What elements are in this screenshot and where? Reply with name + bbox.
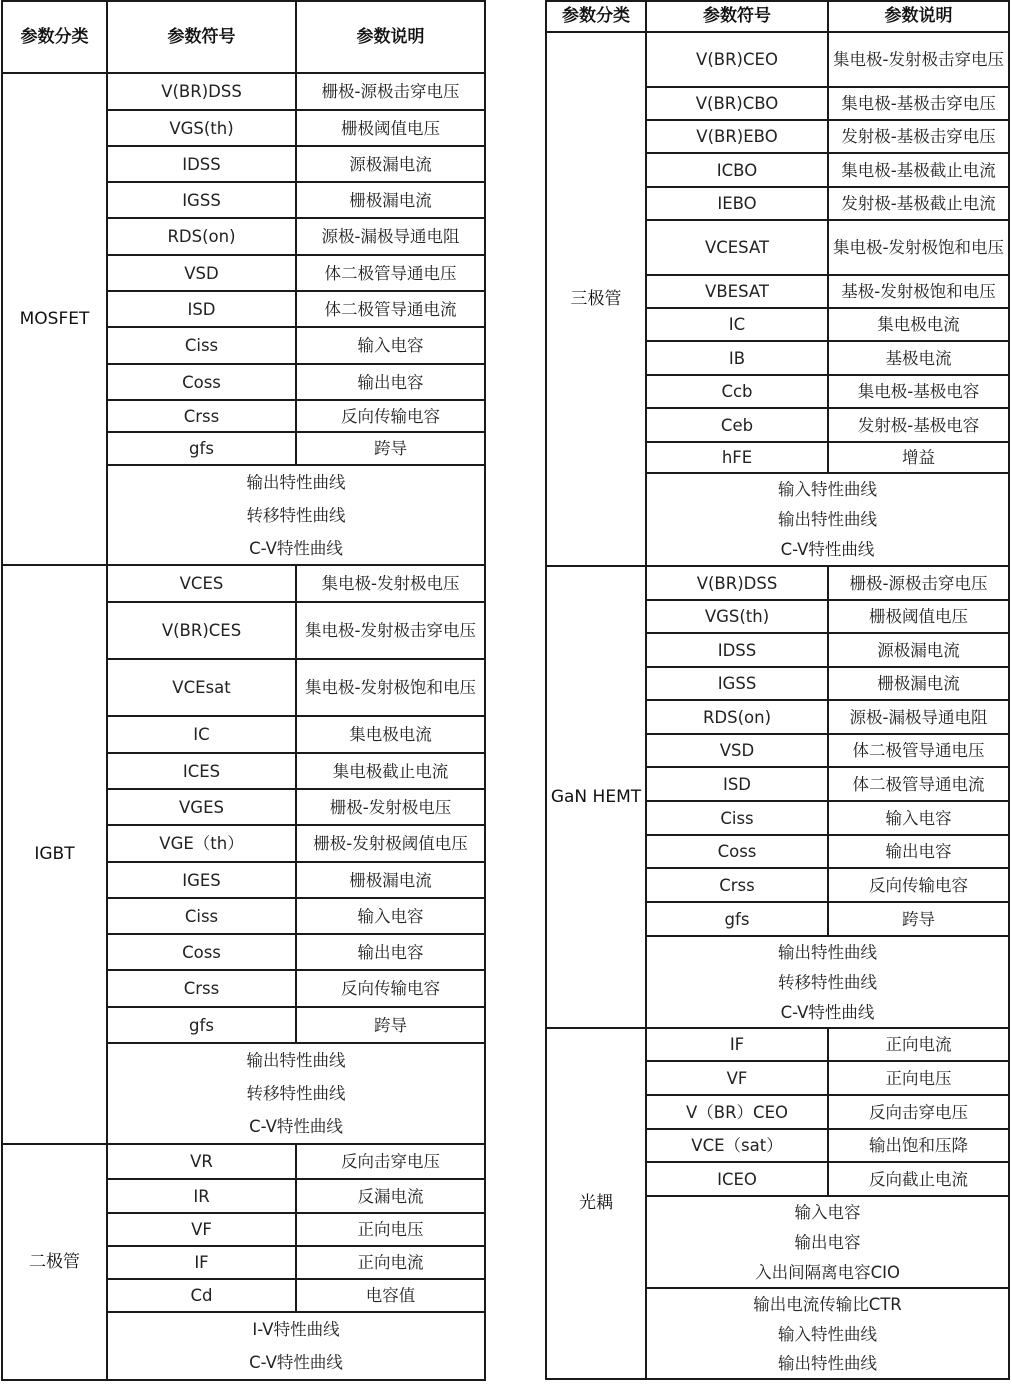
- symbol-cell: Crss: [107, 400, 296, 432]
- symbol-cell: IC: [646, 308, 828, 341]
- characteristic-curves-cell: [646, 1288, 1009, 1379]
- symbol-cell: VCES: [107, 565, 296, 602]
- symbol-cell: Ciss: [107, 327, 296, 364]
- description-cell: 栅极阈值电压: [296, 110, 485, 146]
- description-cell: 栅极-发射极阈值电压: [296, 825, 485, 862]
- table-row: [2, 565, 485, 602]
- symbol-cell: VR: [107, 1144, 296, 1179]
- description-cell: 集电极电流: [828, 308, 1009, 341]
- symbol-cell: VCE（sat）: [646, 1129, 828, 1162]
- symbol-cell: V（BR）CEO: [646, 1095, 828, 1129]
- curve-item: C-V特性曲线: [780, 540, 875, 559]
- description-cell: 电容值: [296, 1279, 485, 1312]
- symbol-cell: gfs: [107, 432, 296, 465]
- description-cell: 栅极漏电流: [296, 182, 485, 218]
- header-symbol: 参数符号: [107, 1, 296, 73]
- table-row: [546, 566, 1009, 600]
- curve-item: 输出电流传输比CTR: [753, 1294, 902, 1314]
- category-cell-igbt: IGBT: [2, 565, 107, 1144]
- category-cell-mosfet: MOSFET: [2, 73, 107, 565]
- description-cell: 栅极-发射极电压: [296, 789, 485, 825]
- category-cell-gan-hemt: GaN HEMT: [546, 566, 646, 1028]
- symbol-cell: Crss: [107, 970, 296, 1007]
- characteristic-curves-cell: [107, 1312, 485, 1380]
- symbol-cell: Ceb: [646, 408, 828, 442]
- description-cell: 跨导: [828, 902, 1009, 936]
- symbol-cell: V(BR)DSS: [107, 73, 296, 110]
- curve-item: 输入特性曲线: [778, 479, 877, 499]
- description-cell: 集电极-发射极饱和电压: [828, 220, 1009, 275]
- symbol-cell: Coss: [646, 835, 828, 868]
- description-cell: 栅极漏电流: [296, 862, 485, 898]
- curve-item: 输出特性曲线: [246, 1051, 346, 1070]
- description-cell: 发射极-基极截止电流: [828, 187, 1009, 220]
- description-cell: 发射极-基极电容: [828, 408, 1009, 442]
- curve-item: C-V特性曲线: [780, 1002, 875, 1022]
- symbol-cell: V(BR)DSS: [646, 566, 828, 600]
- characteristic-curves-cell: [646, 1196, 1009, 1288]
- description-cell: 体二极管导通电压: [828, 734, 1009, 767]
- curve-item: C-V特性曲线: [249, 1117, 343, 1136]
- description-cell: 源极-漏极导通电阻: [296, 218, 485, 255]
- description-cell: 反向传输电容: [296, 970, 485, 1007]
- symbol-cell: hFE: [646, 442, 828, 473]
- description-cell: 栅极-源极击穿电压: [828, 566, 1009, 600]
- description-cell: 集电极-发射极击穿电压: [296, 602, 485, 659]
- symbol-cell: ICEO: [646, 1162, 828, 1196]
- description-cell: 输出饱和压降: [828, 1129, 1009, 1162]
- curve-item: C-V特性曲线: [249, 538, 343, 558]
- symbol-cell: VCEsat: [107, 659, 296, 716]
- symbol-cell: ICBO: [646, 153, 828, 187]
- symbol-cell: IB: [646, 341, 828, 375]
- symbol-cell: Coss: [107, 934, 296, 970]
- symbol-cell: V(BR)CES: [107, 602, 296, 659]
- description-cell: 栅极漏电流: [828, 667, 1009, 700]
- description-cell: 集电极-基极电容: [828, 375, 1009, 408]
- curve-item: 输入特性曲线: [778, 1324, 877, 1344]
- description-cell: 集电极-发射极电压: [296, 565, 485, 602]
- curve-item: 转移特性曲线: [778, 972, 877, 992]
- header-category: 参数分类: [2, 1, 107, 73]
- symbol-cell: IEBO: [646, 187, 828, 220]
- header-symbol: 参数符号: [646, 1, 828, 32]
- description-cell: 输入电容: [296, 898, 485, 934]
- description-cell: 正向电压: [828, 1061, 1009, 1095]
- category-cell-group-2: 二极管: [2, 1144, 107, 1380]
- description-cell: 输出电容: [828, 835, 1009, 868]
- description-cell: 跨导: [296, 1007, 485, 1043]
- symbol-cell: IGSS: [646, 667, 828, 700]
- symbol-cell: IGES: [107, 862, 296, 898]
- header-category: 参数分类: [546, 1, 646, 32]
- symbol-cell: RDS(on): [646, 700, 828, 734]
- header-row: [546, 1, 1009, 32]
- description-cell: 反向传输电容: [828, 868, 1009, 902]
- curve-item: 输出特性曲线: [778, 942, 877, 962]
- description-cell: 基极电流: [828, 341, 1009, 375]
- symbol-cell: IR: [107, 1179, 296, 1213]
- symbol-cell: Crss: [646, 868, 828, 902]
- description-cell: 源极漏电流: [296, 146, 485, 182]
- symbol-cell: RDS(on): [107, 218, 296, 255]
- header-row: [2, 1, 485, 73]
- description-cell: 基极-发射极饱和电压: [828, 275, 1009, 308]
- symbol-cell: IF: [646, 1028, 828, 1061]
- symbol-cell: Ciss: [107, 898, 296, 934]
- left-parameter-table: [1, 0, 486, 1381]
- curve-item: 输出特性曲线: [778, 509, 877, 529]
- symbol-cell: Coss: [107, 364, 296, 400]
- description-cell: 反向传输电容: [296, 400, 485, 432]
- description-cell: 正向电流: [296, 1246, 485, 1279]
- symbol-cell: VGES: [107, 789, 296, 825]
- characteristic-curves-cell: [107, 1043, 485, 1144]
- description-cell: 集电极-基极击穿电压: [828, 87, 1009, 120]
- symbol-cell: Ciss: [646, 801, 828, 835]
- symbol-cell: VF: [646, 1061, 828, 1095]
- description-cell: 栅极阈值电压: [828, 600, 1009, 633]
- category-cell-group-0: 三极管: [546, 32, 646, 566]
- description-cell: 跨导: [296, 432, 485, 465]
- description-cell: 反向击穿电压: [296, 1144, 485, 1179]
- header-description: 参数说明: [296, 1, 485, 73]
- curve-item: 输入电容: [794, 1202, 861, 1222]
- header-description: 参数说明: [828, 1, 1009, 32]
- description-cell: 体二极管导通电流: [828, 767, 1009, 801]
- table-row: [546, 1028, 1009, 1061]
- characteristic-curves-cell: [646, 473, 1009, 566]
- description-cell: 集电极截止电流: [296, 753, 485, 789]
- symbol-cell: ICES: [107, 753, 296, 789]
- table-row: [2, 1144, 485, 1179]
- description-cell: 体二极管导通电流: [296, 291, 485, 327]
- description-cell: 体二极管导通电压: [296, 255, 485, 291]
- symbol-cell: V(BR)CBO: [646, 87, 828, 120]
- symbol-cell: VGS(th): [646, 600, 828, 633]
- symbol-cell: VCESAT: [646, 220, 828, 275]
- characteristic-curves-cell: [107, 465, 485, 565]
- description-cell: 反漏电流: [296, 1179, 485, 1213]
- right-parameter-table: [545, 0, 1010, 1380]
- symbol-cell: gfs: [646, 902, 828, 936]
- curve-item: 输出特性曲线: [778, 1354, 877, 1373]
- description-cell: 集电极-基极截止电流: [828, 153, 1009, 187]
- symbol-cell: Cd: [107, 1279, 296, 1312]
- description-cell: 输入电容: [296, 327, 485, 364]
- description-cell: 栅极-源极击穿电压: [296, 73, 485, 110]
- symbol-cell: IC: [107, 716, 296, 753]
- description-cell: 输出电容: [296, 934, 485, 970]
- curve-item: 转移特性曲线: [246, 506, 346, 525]
- characteristic-curves-cell: [646, 936, 1009, 1028]
- curve-item: 入出间隔离电容CIO: [755, 1262, 900, 1282]
- description-cell: 源极漏电流: [828, 633, 1009, 667]
- symbol-cell: IGSS: [107, 182, 296, 218]
- curve-item: 输出电容: [794, 1232, 861, 1252]
- symbol-cell: V(BR)EBO: [646, 120, 828, 153]
- curve-item: 转移特性曲线: [246, 1084, 346, 1103]
- symbol-cell: VSD: [107, 255, 296, 291]
- curve-item: 输出特性曲线: [246, 473, 346, 492]
- symbol-cell: IDSS: [107, 146, 296, 182]
- category-cell-group-2: 光耦: [546, 1028, 646, 1379]
- description-cell: 输出电容: [296, 364, 485, 400]
- description-cell: 发射极-基极击穿电压: [828, 120, 1009, 153]
- symbol-cell: VF: [107, 1213, 296, 1246]
- table-row: [2, 73, 485, 110]
- description-cell: 正向电压: [296, 1213, 485, 1246]
- description-cell: 输入电容: [828, 801, 1009, 835]
- table-row: [546, 32, 1009, 87]
- symbol-cell: gfs: [107, 1007, 296, 1043]
- symbol-cell: IDSS: [646, 633, 828, 667]
- description-cell: 增益: [828, 442, 1009, 473]
- symbol-cell: ISD: [646, 767, 828, 801]
- symbol-cell: V(BR)CEO: [646, 32, 828, 87]
- symbol-cell: VBESAT: [646, 275, 828, 308]
- symbol-cell: VGS(th): [107, 110, 296, 146]
- description-cell: 集电极电流: [296, 716, 485, 753]
- symbol-cell: IF: [107, 1246, 296, 1279]
- curve-item: I-V特性曲线: [252, 1320, 340, 1339]
- symbol-cell: ISD: [107, 291, 296, 327]
- description-cell: 源极-漏极导通电阻: [828, 700, 1009, 734]
- curve-item: C-V特性曲线: [249, 1353, 343, 1372]
- description-cell: 集电极-发射极饱和电压: [296, 659, 485, 716]
- symbol-cell: VSD: [646, 734, 828, 767]
- description-cell: 正向电流: [828, 1028, 1009, 1061]
- symbol-cell: Ccb: [646, 375, 828, 408]
- symbol-cell: VGE（th）: [107, 825, 296, 862]
- description-cell: 集电极-发射极击穿电压: [828, 32, 1009, 87]
- description-cell: 反向击穿电压: [828, 1095, 1009, 1129]
- description-cell: 反向截止电流: [828, 1162, 1009, 1196]
